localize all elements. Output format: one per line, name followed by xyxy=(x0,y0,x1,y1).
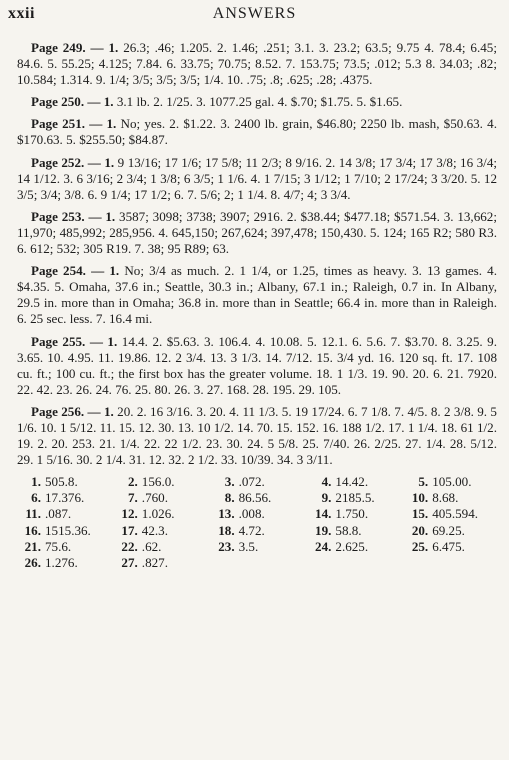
answer-value: 14.42. xyxy=(335,474,369,490)
answer-value: 4.72. xyxy=(238,522,265,538)
answer-value: .072. xyxy=(238,474,265,490)
page-number: xxii xyxy=(8,5,35,22)
answer-value: .087. xyxy=(45,506,72,522)
section-answers: No; yes. 2. $1.22. 3. 2400 lb. grain, $46.80; 2250 lb. mash, $50.63. 4. $170.63. 5. $255.50; $84.87. xyxy=(17,116,497,148)
section-heading: Page 256. — 1. xyxy=(31,403,114,419)
answer-number: 27. xyxy=(121,554,138,570)
section-answers: No; 3/4 as much. 2. 1 1/4, or 1.25, times as heavy. 3. 13 games. 4. $4.35. 5. Omaha, 37.6 in.; Seattle, 30.3 in.; Albany, 67.1 in.; Raleigh, 0.7 in. In Albany, 29.5 in. more than in Omaha; 36.8 in. more than in Seattle; 66.4 in. more than in Raleigh. 6. 25 sec. less. 7. 16.4 mi. xyxy=(17,263,497,327)
answer-section-page-255 xyxy=(17,334,497,398)
answer-item xyxy=(114,506,207,522)
answer-item xyxy=(307,539,400,555)
answer-value: 8.68. xyxy=(432,490,459,506)
answer-number: 9. xyxy=(321,490,332,506)
answer-number: 14. xyxy=(315,506,332,522)
answer-number: 7. xyxy=(127,490,138,506)
answer-number: 1. xyxy=(31,474,41,490)
section-heading: Page 251. — 1. xyxy=(31,116,117,132)
answer-item xyxy=(307,474,400,490)
answer-number: 8. xyxy=(224,490,235,506)
answer-number: 22. xyxy=(121,538,138,554)
answer-item xyxy=(17,490,110,506)
answer-number: 21. xyxy=(24,538,41,554)
answer-value: 156.0. xyxy=(141,474,175,490)
answer-number: 19. xyxy=(315,522,332,538)
answer-number: 23. xyxy=(218,538,235,554)
section-heading: Page 253. — 1. xyxy=(31,208,116,224)
answer-item xyxy=(211,523,304,539)
section-heading: Page 255. — 1. xyxy=(31,333,118,349)
answer-value: 1.750. xyxy=(335,506,369,522)
section-answers: 26.3; .46; 1.205. 2. 1.46; .251; 3.1. 3. 23.2; 63.5; 9.75 4. 78.4; 6.45; 84.6. 5. 55.25; 4.125; 7.84. 6. 33.75; 70.75; 8.52. 7. 153.75; 73.5; .012; 5.3 8. 34.03; .82; 10.584; 1.314. 9. 1/4; 3/5; 3/5; 3/5; 1/4. 10. .75; .8; .625; .28; .4375. xyxy=(17,40,497,88)
section-answers: 20. 2. 16 3/16. 3. 20. 4. 11 1/3. 5. 19 17/24. 6. 7 1/8. 7. 4/5. 8. 2 3/8. 9. 5 1/6. 10. 1 5/12. 11. 15. 12. 30. 13. 10 1/2. 14. 70. 15. 152. 16. 188 1/2. 17. 1 1/4. 18. 61 1/2. 19. 2. 20. 253. 21. 1/4. 22. 22 1/2. 23. 30. 24. 5 5/8. 25. 7/40. 26. 2/25. 27. 1/4. 28. 5/12. 29. 1 5/16. 30. 2 1/4. 31. 12. 32. 2 1/2. 33. 10/39. 34. 3 3/11. xyxy=(17,403,497,468)
answer-number: 11. xyxy=(25,506,41,522)
answer-item xyxy=(114,555,207,571)
answer-number: 13. xyxy=(218,506,235,522)
answer-value: .008. xyxy=(238,506,265,522)
answer-number: 2. xyxy=(127,474,138,490)
answer-number: 16. xyxy=(24,522,41,538)
answer-item xyxy=(17,506,110,522)
answer-value: 3.5. xyxy=(238,538,259,554)
answer-section-page-256 xyxy=(17,404,497,468)
answer-item xyxy=(211,539,304,555)
answer-item xyxy=(114,490,207,506)
answer-item xyxy=(404,490,497,506)
answer-number: 17. xyxy=(121,522,138,538)
answer-item xyxy=(17,474,110,490)
answer-number: 5. xyxy=(418,474,429,490)
answer-value: 1.026. xyxy=(141,506,175,522)
answer-item xyxy=(307,506,400,522)
answer-item xyxy=(404,474,497,490)
answer-value: 42.3. xyxy=(141,522,168,538)
decimal-answers-grid xyxy=(17,474,497,571)
answer-number: 24. xyxy=(315,538,332,554)
answer-item xyxy=(17,539,110,555)
answer-value: 2.625. xyxy=(335,538,369,554)
answer-value: 105.00. xyxy=(432,474,472,490)
answer-item xyxy=(404,539,497,555)
answer-number: 3. xyxy=(224,474,235,490)
section-heading: Page 252. — 1. xyxy=(31,154,115,170)
answer-value: 6.475. xyxy=(432,538,465,554)
answer-value: 1515.36. xyxy=(45,522,91,538)
answer-number: 12. xyxy=(121,506,138,522)
answer-value: 86.56. xyxy=(238,490,272,506)
answer-section-page-253 xyxy=(17,209,497,257)
answers-content xyxy=(17,40,497,571)
section-heading: Page 249. — 1. xyxy=(31,40,119,55)
section-heading: Page 254. — 1. xyxy=(31,263,120,279)
answer-value: 1.276. xyxy=(45,554,78,570)
answer-section-page-252 xyxy=(17,155,497,203)
answer-value: 58.8. xyxy=(335,522,362,538)
answer-value: 17.376. xyxy=(45,490,85,506)
answer-value: 2185.5. xyxy=(335,490,375,506)
answer-number: 10. xyxy=(411,490,429,506)
section-heading: Page 250. — 1. xyxy=(31,94,114,110)
page-title: ANSWERS xyxy=(212,5,297,22)
answer-item xyxy=(114,474,207,490)
answer-value: 405.594. xyxy=(432,506,479,522)
section-answers: 3587; 3098; 3738; 3907; 2916. 2. $38.44; $477.18; $571.54. 3. 13,662; 11,970; 485,992; 285,956. 4. 645,150; 267,624; 397,478; 150,430. 5. 124; 165 R2; 580 R3. 6. 612; 532; 305 R19. 7. 38; 95 R89; 63. xyxy=(17,208,497,257)
answer-value: 69.25. xyxy=(432,522,465,538)
answer-item xyxy=(17,555,110,571)
section-answers: 9 13/16; 17 1/6; 17 5/8; 11 2/3; 8 9/16. 2. 14 3/8; 17 3/4; 17 3/8; 16 3/4; 14 1/12. 3. 6 3/16; 2 3/4; 1 3/8; 6 3/5; 1 1/6. 4. 1 7/15; 3 1/12; 1 7/10; 2 17/24; 3 3/20. 5. 12 3/5; 3/4; 3/8. 6. 9 1/4; 17 1/2; 6. 7. 5/6; 2; 1 1/4. 8. 4/7; 4; 3 3/4. xyxy=(17,154,497,202)
answer-number: 25. xyxy=(411,538,429,554)
answer-value: .827. xyxy=(141,554,168,570)
answer-number: 20. xyxy=(411,522,429,538)
answer-item xyxy=(307,490,400,506)
answer-item xyxy=(114,539,207,555)
answer-item xyxy=(211,474,304,490)
page-header xyxy=(8,4,501,26)
answer-section-page-250 xyxy=(17,94,497,110)
answer-value: .62. xyxy=(141,538,162,554)
answer-item xyxy=(211,506,304,522)
answer-item xyxy=(17,523,110,539)
answer-number: 4. xyxy=(321,474,332,490)
answer-value: .760. xyxy=(141,490,168,506)
answer-value: 75.6. xyxy=(45,538,72,554)
answer-number: 26. xyxy=(24,554,41,570)
answer-item xyxy=(114,523,207,539)
answer-number: 6. xyxy=(31,490,41,506)
answer-item xyxy=(211,490,304,506)
answer-number: 15. xyxy=(411,506,429,522)
section-answers: 3.1 lb. 2. 1/25. 3. 1077.25 gal. 4. $.70; $1.75. 5. $1.65. xyxy=(116,94,403,110)
answer-item xyxy=(404,523,497,539)
answer-section-page-254 xyxy=(17,263,497,327)
answer-section-page-251 xyxy=(17,116,497,148)
answer-item xyxy=(404,506,497,522)
answer-item xyxy=(307,523,400,539)
answer-value: 505.8. xyxy=(45,474,78,490)
answer-number: 18. xyxy=(218,522,235,538)
answer-section-page-249 xyxy=(17,40,497,88)
section-answers: 14.4. 2. $5.63. 3. 106.4. 4. 10.08. 5. 12.1. 6. 5.6. 7. $3.70. 8. 3.25. 9. 3.65. 10. 4.95. 11. 19.86. 12. 2 3/4. 13. 3 1/3. 14. 7/12. 15. 3/4 yd. 16. 120 sq. ft. 17. 108 cu. ft.; 100 cu. ft.; the first box has the greater volume. 18. 1 1/3. 19. 90. 20. 6. 21. 7920. 22. 42. 23. 26. 24. 76. 25. 80. 26. 3. 27. 168. 28. 195. 29. 105. xyxy=(17,333,497,397)
